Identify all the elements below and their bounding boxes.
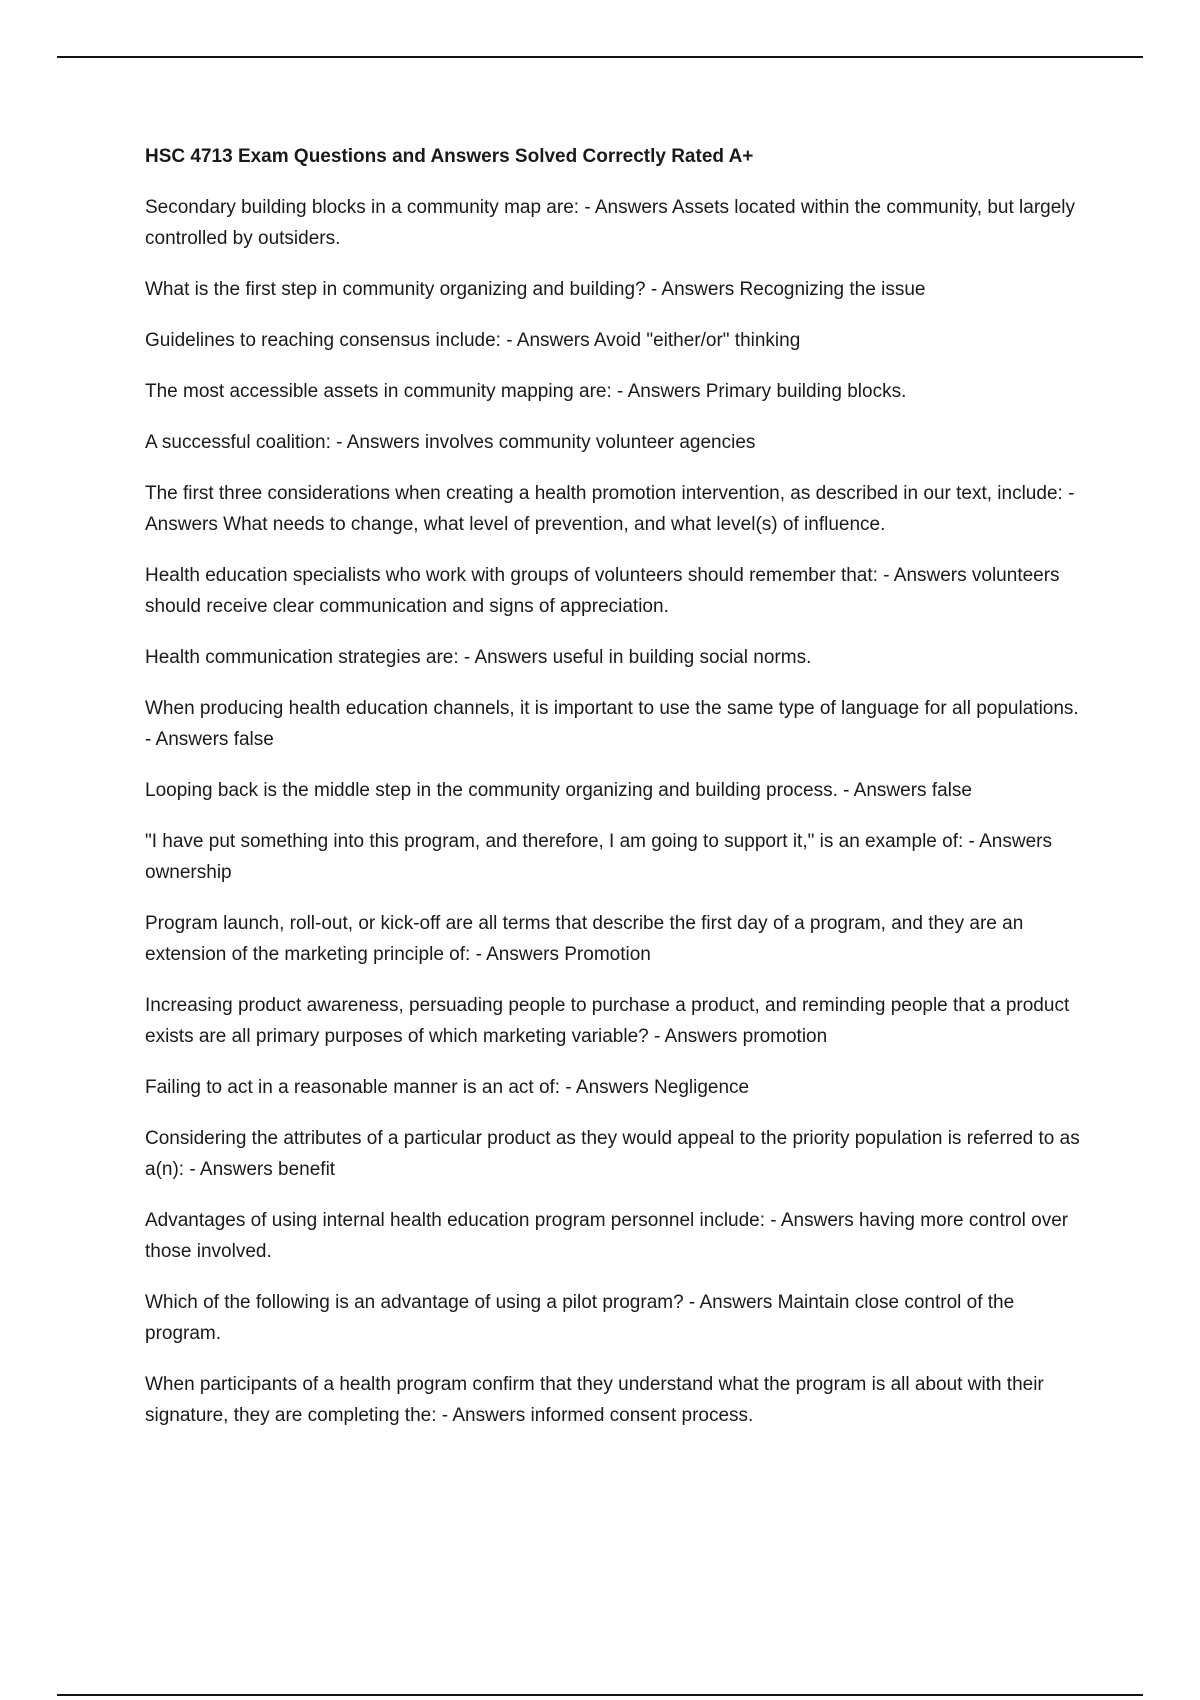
top-rule [57, 56, 1143, 58]
bottom-rule [57, 1694, 1143, 1696]
qa-item: When producing health education channels, it is important to use the same type of language for all populations. - Answers false [145, 698, 1079, 750]
qa-item: Program launch, roll-out, or kick-off are all terms that describe the first day of a program, and they are an extension of the marketing principle of: - Answers Promotion [145, 913, 1024, 965]
qa-item: Advantages of using internal health education program personnel include: - Answers having more control over those involved. [145, 1210, 1069, 1262]
qa-item: Health education specialists who work with groups of volunteers should remember that: - Answers volunteers should receive clear communication and signs of appreciation. [145, 565, 1060, 617]
qa-item: Guidelines to reaching consensus include: - Answers Avoid "either/or" thinking [145, 330, 801, 351]
qa-item: What is the first step in community organizing and building? - Answers Recognizing the issue [145, 279, 926, 300]
qa-item: Failing to act in a reasonable manner is an act of: - Answers Negligence [145, 1077, 750, 1098]
document-body [145, 143, 1090, 1451]
qa-item: Health communication strategies are: - Answers useful in building social norms. [145, 647, 812, 668]
qa-item: Looping back is the middle step in the community organizing and building process. - Answers false [145, 780, 972, 801]
qa-item: "I have put something into this program, and therefore, I am going to support it," is an example of: - Answers ownership [145, 831, 1052, 883]
qa-item: The most accessible assets in community mapping are: - Answers Primary building blocks. [145, 381, 907, 402]
qa-item: Secondary building blocks in a community map are: - Answers Assets located within the community, but largely controlled by outsiders. [145, 197, 1076, 249]
qa-item: A successful coalition: - Answers involves community volunteer agencies [145, 432, 756, 453]
qa-item: Increasing product awareness, persuading people to purchase a product, and reminding people that a product exists are all primary purposes of which marketing variable? - Answers promotion [145, 995, 1070, 1047]
qa-item: The first three considerations when creating a health promotion intervention, as described in our text, include: - Answers What needs to change, what level of prevention, and what level(s) of influence. [145, 483, 1075, 535]
document-title: HSC 4713 Exam Questions and Answers Solved Correctly Rated A+ [145, 146, 754, 167]
qa-item: Considering the attributes of a particular product as they would appeal to the priority population is referred to as a(n): - Answers benefit [145, 1128, 1080, 1180]
qa-item: Which of the following is an advantage of using a pilot program? - Answers Maintain close control of the program. [145, 1292, 1015, 1344]
qa-item: When participants of a health program confirm that they understand what the program is all about with their signature, they are completing the: - Answers informed consent process. [145, 1374, 1044, 1426]
